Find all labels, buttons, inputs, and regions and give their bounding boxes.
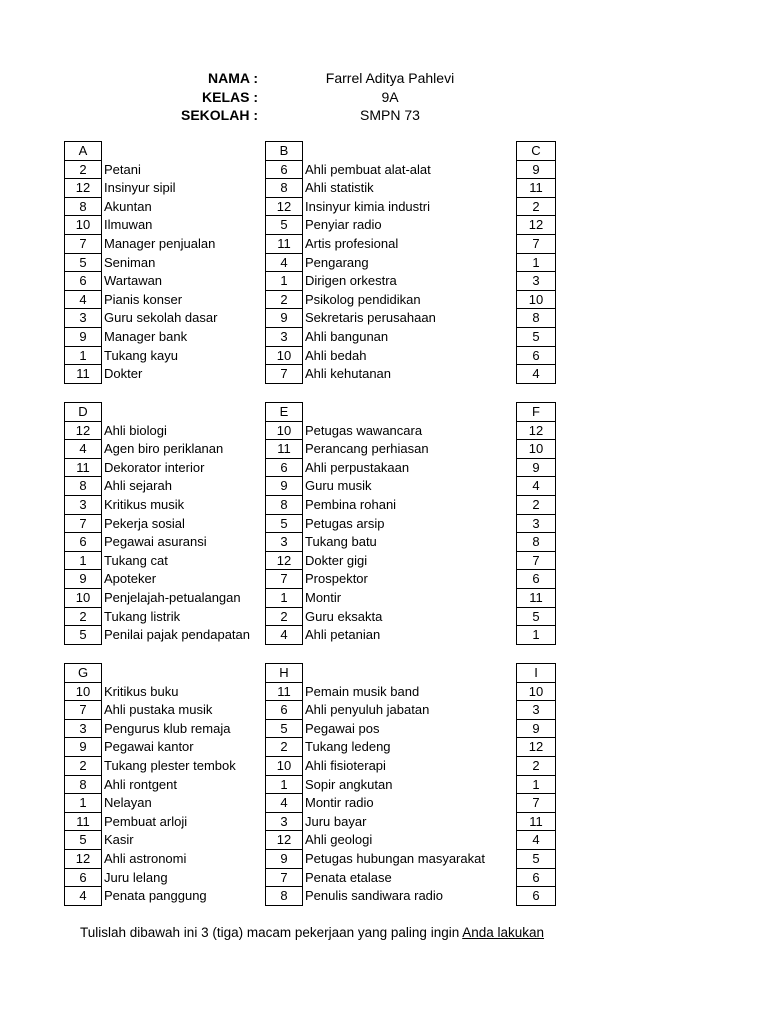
rank-cell-a[interactable]: 8 xyxy=(64,476,102,496)
job-label-a: Seniman xyxy=(104,254,156,270)
rank-cell-b[interactable]: 1 xyxy=(265,775,303,795)
job-label-b: Ahli geologi xyxy=(305,832,373,848)
rank-cell-c[interactable]: 12 xyxy=(516,215,556,235)
rank-cell-c[interactable]: 3 xyxy=(516,271,556,291)
job-label-b: Pegawai pos xyxy=(305,720,380,736)
job-label-b: Penulis sandiwara radio xyxy=(305,888,444,904)
rank-cell-c[interactable]: 6 xyxy=(516,868,556,888)
rank-cell-c[interactable]: 1 xyxy=(516,775,556,795)
job-label-b: Sekretaris perusahaan xyxy=(305,310,436,326)
job-label-a: Dokter xyxy=(104,366,143,382)
job-label-b: Ahli statistik xyxy=(305,180,374,196)
job-label-a: Dekorator interior xyxy=(104,459,205,475)
rank-cell-c[interactable]: 5 xyxy=(516,849,556,869)
rank-cell-b[interactable]: 3 xyxy=(265,327,303,347)
job-label-a: Penjelajah-petualangan xyxy=(104,590,241,605)
job-label-a: Juru lelang xyxy=(104,869,168,885)
rank-cell-b[interactable]: 6 xyxy=(265,700,303,720)
rank-cell-a[interactable]: 5 xyxy=(64,625,102,645)
rank-cell-a[interactable]: 10 xyxy=(64,215,102,235)
job-label-a: Petani xyxy=(104,161,141,177)
job-label-b: Penyiar radio xyxy=(305,217,382,233)
job-label-a: Akuntan xyxy=(104,198,152,214)
footer-text: Tulislah dibawah ini 3 (tiga) macam pekerjaan yang paling ingin xyxy=(80,925,463,940)
job-label-b: Tukang batu xyxy=(305,534,377,550)
rank-cell-c[interactable]: 2 xyxy=(516,495,556,515)
job-label-a: Ilmuwan xyxy=(104,217,153,233)
rank-cell-c[interactable]: 11 xyxy=(516,588,556,608)
job-label-a: Pekerja sosial xyxy=(104,515,185,531)
job-label-a: Wartawan xyxy=(104,273,163,289)
job-label-a: Ahli pustaka musik xyxy=(104,702,213,718)
job-label-a: Manager penjualan xyxy=(104,236,216,251)
job-label-a: Guru sekolah dasar xyxy=(104,310,218,326)
job-label-b: Tukang ledeng xyxy=(305,739,391,755)
rank-cell-c[interactable]: 9 xyxy=(516,719,556,739)
rank-cell-b[interactable]: 2 xyxy=(265,290,303,310)
rank-cell-c[interactable]: 4 xyxy=(516,476,556,496)
rank-cell-b[interactable]: 8 xyxy=(265,495,303,515)
rank-cell-c[interactable]: 2 xyxy=(516,197,556,217)
rank-cell-b[interactable]: 10 xyxy=(265,421,303,441)
rank-cell-c[interactable]: 9 xyxy=(516,160,556,180)
job-label-b: Ahli fisioterapi xyxy=(305,758,386,773)
rank-cell-c[interactable]: 11 xyxy=(516,178,556,198)
job-label-a: Pegawai kantor xyxy=(104,739,194,755)
rank-cell-a[interactable]: 8 xyxy=(64,775,102,795)
rank-cell-a[interactable]: 6 xyxy=(64,868,102,888)
rank-cell-c[interactable]: 3 xyxy=(516,700,556,720)
job-label-a: Pengurus klub remaja xyxy=(104,720,231,736)
rank-cell-a[interactable]: 5 xyxy=(64,253,102,273)
job-label-b: Ahli pembuat alat-alat xyxy=(305,161,431,177)
job-label-a: Ahli astronomi xyxy=(104,851,187,866)
job-label-a: Apoteker xyxy=(104,571,157,587)
sekolah-label: SEKOLAH : xyxy=(181,107,258,123)
rank-cell-b[interactable]: 5 xyxy=(265,719,303,739)
job-label-a: Tukang kayu xyxy=(104,347,178,363)
job-label-a: Tukang plester tembok xyxy=(104,758,236,773)
rank-cell-a[interactable]: 6 xyxy=(64,271,102,291)
job-label-a: Agen biro periklanan xyxy=(104,441,224,457)
rank-cell-a[interactable]: 12 xyxy=(64,178,102,198)
rank-cell-c[interactable]: 4 xyxy=(516,364,556,384)
rank-cell-b[interactable]: 2 xyxy=(265,607,303,627)
rank-cell-a[interactable]: 6 xyxy=(64,532,102,552)
job-label-b: Petugas wawancara xyxy=(305,422,423,438)
rank-cell-a[interactable]: 11 xyxy=(64,812,102,832)
rank-cell-a[interactable]: 7 xyxy=(64,514,102,534)
job-label-b: Insinyur kimia industri xyxy=(305,198,430,214)
footer-instruction xyxy=(80,925,544,940)
job-label-b: Ahli petanian xyxy=(305,627,381,643)
rank-cell-b[interactable]: 8 xyxy=(265,886,303,906)
job-label-b: Perancang perhiasan xyxy=(305,441,429,457)
rank-cell-c[interactable]: 7 xyxy=(516,793,556,813)
rank-cell-a[interactable]: 12 xyxy=(64,849,102,869)
column-header-a: G xyxy=(64,663,102,683)
rank-cell-c[interactable]: 4 xyxy=(516,830,556,850)
rank-cell-b[interactable]: 12 xyxy=(265,551,303,571)
rank-cell-b[interactable]: 3 xyxy=(265,812,303,832)
rank-cell-a[interactable]: 7 xyxy=(64,234,102,254)
rank-cell-c[interactable]: 5 xyxy=(516,607,556,627)
job-label-a: Kritikus buku xyxy=(104,683,179,699)
rank-cell-b[interactable]: 12 xyxy=(265,197,303,217)
rank-cell-a[interactable]: 4 xyxy=(64,290,102,310)
column-header-a: A xyxy=(64,141,102,161)
rank-cell-a[interactable]: 3 xyxy=(64,495,102,515)
rank-cell-c[interactable]: 8 xyxy=(516,532,556,552)
job-label-b: Guru musik xyxy=(305,478,372,494)
rank-cell-a[interactable]: 5 xyxy=(64,830,102,850)
job-label-b: Psikolog pendidikan xyxy=(305,291,421,307)
rank-cell-c[interactable]: 7 xyxy=(516,551,556,571)
rank-cell-b[interactable]: 6 xyxy=(265,458,303,478)
job-label-a: Pegawai asuransi xyxy=(104,534,207,550)
rank-cell-b[interactable]: 11 xyxy=(265,682,303,702)
rank-cell-b[interactable]: 4 xyxy=(265,625,303,645)
rank-cell-b[interactable]: 11 xyxy=(265,234,303,254)
job-label-b: Pengarang xyxy=(305,254,369,270)
job-label-b: Ahli kehutanan xyxy=(305,366,392,382)
column-header-b: E xyxy=(265,402,303,422)
rank-cell-b[interactable]: 4 xyxy=(265,253,303,273)
rank-cell-c[interactable]: 5 xyxy=(516,327,556,347)
rank-cell-c[interactable]: 12 xyxy=(516,421,556,441)
rank-cell-a[interactable]: 8 xyxy=(64,197,102,217)
column-header-a: D xyxy=(64,402,102,422)
rank-cell-a[interactable]: 9 xyxy=(64,569,102,589)
rank-cell-a[interactable]: 12 xyxy=(64,421,102,441)
job-label-b: Guru eksakta xyxy=(305,608,383,624)
rank-cell-b[interactable]: 7 xyxy=(265,868,303,888)
rank-cell-b[interactable]: 6 xyxy=(265,160,303,180)
job-label-b: Montir radio xyxy=(305,795,374,811)
job-label-b: Ahli bangunan xyxy=(305,329,389,344)
rank-cell-b[interactable]: 7 xyxy=(265,569,303,589)
job-label-a: Nelayan xyxy=(104,795,152,811)
job-label-a: Kasir xyxy=(104,832,134,848)
footer-underlined-text: Anda lakukan xyxy=(462,925,545,940)
job-label-a: Ahli biologi xyxy=(104,422,167,438)
rank-cell-b[interactable]: 1 xyxy=(265,588,303,608)
rank-cell-b[interactable]: 2 xyxy=(265,737,303,757)
job-label-a: Manager bank xyxy=(104,329,188,344)
column-header-b: H xyxy=(265,663,303,683)
rank-cell-c[interactable]: 12 xyxy=(516,737,556,757)
rank-cell-c[interactable]: 2 xyxy=(516,756,556,776)
job-label-b: Ahli perpustakaan xyxy=(305,459,410,475)
rank-cell-b[interactable]: 10 xyxy=(265,346,303,366)
rank-cell-a[interactable]: 1 xyxy=(64,793,102,813)
column-header-c: F xyxy=(516,402,556,422)
job-label-b: Penata etalase xyxy=(305,869,392,885)
job-label-a: Penata panggung xyxy=(104,888,207,904)
job-label-a: Pembuat arloji xyxy=(104,813,188,829)
column-header-c: I xyxy=(516,663,556,683)
rank-cell-c[interactable]: 6 xyxy=(516,346,556,366)
rank-cell-c[interactable]: 11 xyxy=(516,812,556,832)
rank-cell-c[interactable]: 9 xyxy=(516,458,556,478)
job-label-b: Dokter gigi xyxy=(305,552,368,568)
column-header-b: B xyxy=(265,141,303,161)
rank-cell-b[interactable]: 12 xyxy=(265,830,303,850)
kelas-label: KELAS : xyxy=(202,89,258,105)
column-header-c: C xyxy=(516,141,556,161)
rank-cell-a[interactable]: 1 xyxy=(64,551,102,571)
rank-cell-a[interactable]: 2 xyxy=(64,756,102,776)
job-label-a: Pianis konser xyxy=(104,291,183,307)
job-label-b: Pemain musik band xyxy=(305,683,420,699)
rank-cell-b[interactable]: 3 xyxy=(265,532,303,552)
rank-cell-a[interactable]: 10 xyxy=(64,682,102,702)
rank-cell-c[interactable]: 6 xyxy=(516,569,556,589)
rank-cell-a[interactable]: 4 xyxy=(64,439,102,459)
rank-cell-a[interactable]: 3 xyxy=(64,719,102,739)
job-label-a: Tukang cat xyxy=(104,552,168,568)
nama-label: NAMA : xyxy=(207,70,258,86)
rank-cell-b[interactable]: 1 xyxy=(265,271,303,291)
job-label-b: Artis profesional xyxy=(305,236,399,251)
rank-cell-c[interactable]: 1 xyxy=(516,625,556,645)
rank-cell-a[interactable]: 9 xyxy=(64,737,102,757)
job-label-b: Dirigen orkestra xyxy=(305,273,397,289)
rank-cell-b[interactable]: 5 xyxy=(265,215,303,235)
rank-cell-a[interactable]: 10 xyxy=(64,588,102,608)
job-label-b: Petugas hubungan masyarakat xyxy=(305,851,485,866)
job-label-b: Sopir angkutan xyxy=(305,776,393,792)
job-label-a: Penilai pajak pendapatan xyxy=(104,627,251,643)
nama-value: Farrel Aditya Pahlevi xyxy=(325,70,455,86)
rank-cell-b[interactable]: 10 xyxy=(265,756,303,776)
rank-cell-a[interactable]: 11 xyxy=(64,458,102,478)
rank-cell-b[interactable]: 9 xyxy=(265,476,303,496)
rank-cell-c[interactable]: 10 xyxy=(516,290,556,310)
rank-cell-a[interactable]: 9 xyxy=(64,327,102,347)
job-label-a: Ahli sejarah xyxy=(104,478,172,494)
rank-cell-c[interactable]: 8 xyxy=(516,308,556,328)
job-label-b: Montir xyxy=(305,590,342,605)
rank-cell-c[interactable]: 1 xyxy=(516,253,556,273)
rank-cell-a[interactable]: 3 xyxy=(64,308,102,328)
rank-cell-b[interactable]: 9 xyxy=(265,849,303,869)
rank-cell-b[interactable]: 7 xyxy=(265,364,303,384)
rank-cell-b[interactable]: 11 xyxy=(265,439,303,459)
job-label-b: Juru bayar xyxy=(305,813,367,829)
rank-cell-c[interactable]: 7 xyxy=(516,234,556,254)
rank-cell-a[interactable]: 1 xyxy=(64,346,102,366)
kelas-value: 9A xyxy=(381,89,399,105)
rank-cell-c[interactable]: 3 xyxy=(516,514,556,534)
rank-cell-b[interactable]: 4 xyxy=(265,793,303,813)
sekolah-value: SMPN 73 xyxy=(360,107,420,123)
rank-cell-a[interactable]: 2 xyxy=(64,607,102,627)
rank-cell-b[interactable]: 9 xyxy=(265,308,303,328)
job-label-b: Petugas arsip xyxy=(305,515,385,531)
job-label-b: Ahli bedah xyxy=(305,347,367,363)
job-label-b: Prospektor xyxy=(305,571,368,587)
job-label-b: Ahli penyuluh jabatan xyxy=(305,702,430,718)
job-label-a: Tukang listrik xyxy=(104,608,181,624)
rank-cell-c[interactable]: 10 xyxy=(516,439,556,459)
rank-cell-a[interactable]: 4 xyxy=(64,886,102,906)
rank-cell-a[interactable]: 11 xyxy=(64,364,102,384)
rank-cell-c[interactable]: 10 xyxy=(516,682,556,702)
job-label-a: Insinyur sipil xyxy=(104,180,176,196)
rank-cell-a[interactable]: 7 xyxy=(64,700,102,720)
job-label-a: Kritikus musik xyxy=(104,497,185,512)
rank-cell-c[interactable]: 6 xyxy=(516,886,556,906)
rank-cell-b[interactable]: 8 xyxy=(265,178,303,198)
job-label-a: Ahli rontgent xyxy=(104,776,177,792)
rank-cell-a[interactable]: 2 xyxy=(64,160,102,180)
job-label-b: Pembina rohani xyxy=(305,497,397,512)
rank-cell-b[interactable]: 5 xyxy=(265,514,303,534)
